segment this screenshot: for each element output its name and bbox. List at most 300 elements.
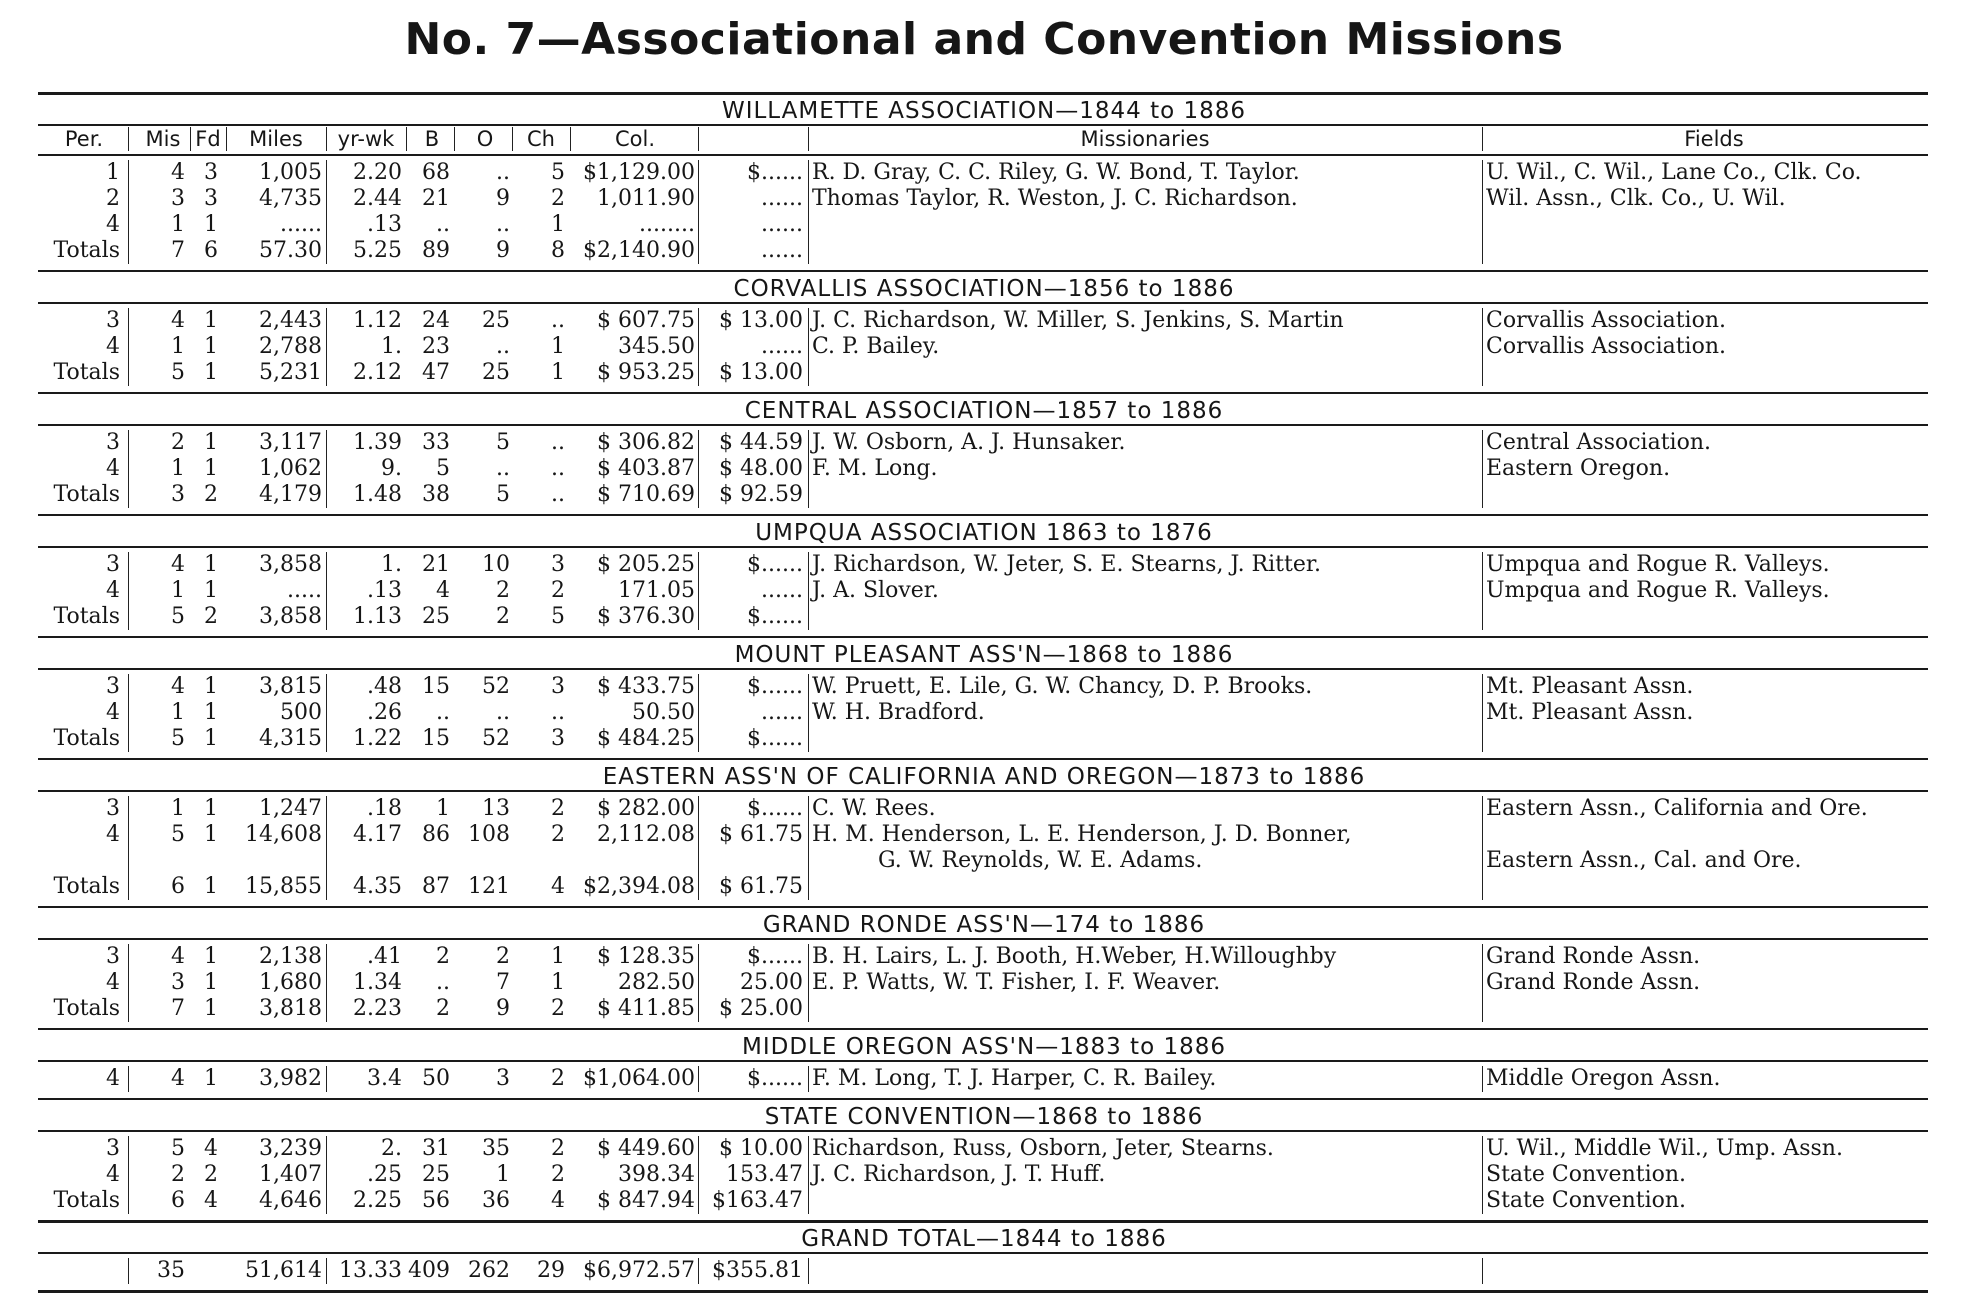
cell-fd: 4 (204, 1188, 218, 1213)
cell-mis: 1 (171, 796, 185, 821)
cell-miles: 3,982 (259, 1066, 322, 1091)
cell-col: $ 433.75 (597, 674, 695, 699)
cell-fields: Grand Ronde Assn. (1486, 944, 1701, 969)
rule-line (38, 790, 1928, 792)
cell-per: Totals (53, 238, 120, 263)
cell-extra: $ 61.75 (719, 822, 803, 847)
column-rule (326, 430, 327, 508)
cell-ch: 4 (551, 874, 565, 899)
rule-line (38, 1028, 1928, 1030)
cell-mis: 3 (171, 186, 185, 211)
cell-yrwk: 4.17 (353, 822, 402, 847)
totals-row (0, 1188, 1968, 1214)
cell-fd: 2 (204, 604, 218, 629)
column-rule (808, 674, 809, 752)
cell-yrwk: .48 (367, 674, 402, 699)
cell-col: $ 847.94 (597, 1188, 695, 1213)
cell-per: 4 (106, 334, 120, 359)
cell-miles: 15,855 (245, 874, 322, 899)
section-title: MOUNT PLEASANT ASS'N—1868 to 1886 (734, 642, 1234, 668)
column-rule (808, 127, 809, 151)
cell-ch: .. (551, 430, 565, 455)
cell-o: 262 (468, 1258, 510, 1283)
cell-miles: 1,680 (259, 970, 322, 995)
cell-per: Totals (53, 874, 120, 899)
cell-per: 3 (106, 308, 120, 333)
cell-o: 52 (482, 726, 510, 751)
cell-fd: 3 (204, 186, 218, 211)
column-rule (808, 944, 809, 1022)
cell-per: 4 (106, 1066, 120, 1091)
cell-extra: $355.81 (712, 1258, 803, 1283)
cell-extra: $ 10.00 (719, 1136, 803, 1161)
cell-ch: 3 (551, 552, 565, 577)
rule-line (38, 1252, 1928, 1254)
cell-ch: 2 (551, 1162, 565, 1187)
cell-ch: 2 (551, 1136, 565, 1161)
cell-miles: 500 (280, 700, 322, 725)
cell-o: 25 (482, 360, 510, 385)
rule-line (38, 546, 1928, 548)
column-rule (326, 552, 327, 630)
table-row (0, 1162, 1968, 1188)
cell-ch: 2 (551, 796, 565, 821)
section-title: GRAND TOTAL—1844 to 1886 (801, 1226, 1167, 1252)
column-rule (128, 1258, 129, 1284)
cell-fd: 2 (204, 1162, 218, 1187)
table-row (0, 186, 1968, 212)
cell-ch: 4 (551, 1188, 565, 1213)
cell-yrwk: 1. (381, 552, 402, 577)
cell-yrwk: .25 (367, 1162, 402, 1187)
cell-ch: .. (551, 308, 565, 333)
column-rule (326, 160, 327, 264)
column-rule (326, 308, 327, 386)
section-title: WILLAMETTE ASSOCIATION—1844 to 1886 (721, 98, 1247, 124)
table-row (0, 430, 1968, 456)
column-rule (128, 1066, 129, 1092)
column-header-o: O (476, 127, 494, 151)
column-header-per: Per. (64, 127, 104, 151)
column-rule (1482, 1136, 1483, 1214)
cell-yrwk: 2.23 (353, 996, 402, 1021)
cell-mis: 7 (171, 996, 185, 1021)
cell-o: 2 (496, 578, 510, 603)
cell-extra: 153.47 (726, 1162, 803, 1187)
column-header-yrwk: yr-wk (337, 127, 395, 151)
cell-b: 87 (422, 874, 450, 899)
section-title: UMPQUA ASSOCIATION 1863 to 1876 (755, 520, 1213, 546)
cell-o: 9 (496, 996, 510, 1021)
cell-o: .. (496, 334, 510, 359)
column-rule (808, 796, 809, 900)
cell-yrwk: 1.22 (353, 726, 402, 751)
cell-mis: 5 (171, 726, 185, 751)
cell-fields: Middle Oregon Assn. (1486, 1066, 1721, 1091)
cell-extra: $...... (747, 160, 803, 185)
cell-col: 50.50 (632, 700, 695, 725)
cell-missionaries: C. P. Bailey. (812, 334, 940, 359)
cell-yrwk: 9. (381, 456, 402, 481)
totals-row (0, 604, 1968, 630)
cell-missionaries: R. D. Gray, C. C. Riley, G. W. Bond, T. Taylor. (812, 160, 1300, 185)
cell-miles: 4,315 (259, 726, 322, 751)
column-rule (128, 944, 129, 1022)
cell-yrwk: 1. (381, 334, 402, 359)
cell-yrwk: 1.13 (353, 604, 402, 629)
cell-per: Totals (53, 604, 120, 629)
cell-extra: 25.00 (740, 970, 803, 995)
column-rule (1482, 160, 1483, 264)
rule-line (38, 302, 1928, 304)
cell-b: 21 (422, 186, 450, 211)
cell-extra: ...... (761, 186, 803, 211)
cell-ch: .. (551, 456, 565, 481)
cell-mis: 5 (171, 604, 185, 629)
cell-col: $2,394.08 (583, 874, 695, 899)
cell-col: $ 710.69 (597, 482, 695, 507)
cell-fields: State Convention. (1486, 1162, 1687, 1187)
cell-miles: 1,247 (259, 796, 322, 821)
cell-miles: 1,062 (259, 456, 322, 481)
cell-extra: $...... (747, 944, 803, 969)
cell-o: 3 (496, 1066, 510, 1091)
cell-per: 3 (106, 1136, 120, 1161)
rule-line (38, 424, 1928, 426)
cell-fd: 6 (204, 238, 218, 263)
cell-yrwk: .18 (367, 796, 402, 821)
cell-fields: Central Association. (1486, 430, 1711, 455)
cell-yrwk: .13 (367, 578, 402, 603)
cell-b: 4 (436, 578, 450, 603)
column-rule (128, 308, 129, 386)
cell-o: 36 (482, 1188, 510, 1213)
cell-yrwk: 2.20 (353, 160, 402, 185)
cell-per: 3 (106, 552, 120, 577)
cell-miles: 3,818 (259, 996, 322, 1021)
cell-col: $ 306.82 (597, 430, 695, 455)
column-rule (808, 552, 809, 630)
cell-missionaries: B. H. Lairs, L. J. Booth, H.Weber, H.Willoughby (812, 944, 1337, 969)
cell-miles: 4,735 (259, 186, 322, 211)
cell-extra: $...... (747, 726, 803, 751)
cell-extra: $...... (747, 604, 803, 629)
cell-fd: 1 (204, 796, 218, 821)
cell-o: 25 (482, 308, 510, 333)
cell-o: 7 (496, 970, 510, 995)
cell-b: 15 (422, 674, 450, 699)
column-rule (1482, 1258, 1483, 1284)
cell-ch: 8 (551, 238, 565, 263)
cell-miles: 2,138 (259, 944, 322, 969)
table-row (0, 822, 1968, 848)
column-header-fd: Fd (195, 127, 221, 151)
table-row (0, 308, 1968, 334)
cell-o: 2 (496, 604, 510, 629)
cell-yrwk: 2.12 (353, 360, 402, 385)
cell-b: 89 (422, 238, 450, 263)
column-rule (808, 430, 809, 508)
cell-fd: 1 (204, 552, 218, 577)
cell-missionaries: F. M. Long. (812, 456, 938, 481)
table-row (0, 160, 1968, 186)
cell-per: Totals (53, 996, 120, 1021)
column-rule (128, 552, 129, 630)
cell-mis: 4 (171, 674, 185, 699)
cell-col: 282.50 (618, 970, 695, 995)
cell-o: 5 (496, 482, 510, 507)
column-rule (326, 127, 327, 151)
cell-col: 1,011.90 (597, 186, 695, 211)
cell-miles: 4,646 (259, 1188, 322, 1213)
cell-fields: U. Wil., Middle Wil., Ump. Assn. (1486, 1136, 1843, 1161)
column-rule (698, 308, 699, 386)
cell-missionaries: H. M. Henderson, L. E. Henderson, J. D. Bonner, (812, 822, 1352, 847)
cell-fd: 1 (204, 944, 218, 969)
cell-per: Totals (53, 482, 120, 507)
cell-missionaries: C. W. Rees. (812, 796, 936, 821)
cell-fd: 4 (204, 1136, 218, 1161)
cell-b: 50 (422, 1066, 450, 1091)
cell-yrwk: 3.4 (367, 1066, 402, 1091)
column-rule (698, 796, 699, 900)
cell-b: 15 (422, 726, 450, 751)
cell-yrwk: .26 (367, 700, 402, 725)
cell-fields: Eastern Assn., Cal. and Ore. (1486, 848, 1802, 873)
cell-miles: 2,788 (259, 334, 322, 359)
cell-ch: 5 (551, 604, 565, 629)
cell-o: 1 (496, 1162, 510, 1187)
cell-yrwk: 2. (381, 1136, 402, 1161)
totals-row (0, 360, 1968, 386)
cell-extra: ...... (761, 238, 803, 263)
column-rule (128, 160, 129, 264)
cell-mis: 1 (171, 212, 185, 237)
section-title: CORVALLIS ASSOCIATION—1856 to 1886 (733, 276, 1235, 302)
cell-ch: .. (551, 700, 565, 725)
cell-miles: 3,239 (259, 1136, 322, 1161)
cell-ch: 3 (551, 726, 565, 751)
column-rule (698, 127, 699, 151)
column-header-col: Col. (614, 127, 656, 151)
cell-b: 2 (436, 996, 450, 1021)
cell-miles: 51,614 (245, 1258, 322, 1283)
cell-b: 2 (436, 944, 450, 969)
cell-b: 25 (422, 604, 450, 629)
cell-fields: Umpqua and Rogue R. Valleys. (1486, 578, 1830, 603)
cell-ch: .. (551, 482, 565, 507)
cell-mis: 3 (171, 482, 185, 507)
cell-ch: 1 (551, 212, 565, 237)
cell-o: 108 (468, 822, 510, 847)
column-rule (698, 1066, 699, 1092)
cell-o: 10 (482, 552, 510, 577)
cell-missionaries: F. M. Long, T. J. Harper, C. R. Bailey. (812, 1066, 1217, 1091)
column-rule (128, 430, 129, 508)
cell-fields: Umpqua and Rogue R. Valleys. (1486, 552, 1830, 577)
totals-row (0, 238, 1968, 264)
rule-line (38, 1098, 1928, 1100)
totals-row (0, 726, 1968, 752)
table-row (0, 552, 1968, 578)
cell-fd: 1 (204, 726, 218, 751)
cell-fd: 1 (204, 456, 218, 481)
cell-extra: $ 25.00 (719, 996, 803, 1021)
column-rule (326, 1136, 327, 1214)
table-row (0, 970, 1968, 996)
cell-fd: 1 (204, 674, 218, 699)
cell-yrwk: 1.48 (353, 482, 402, 507)
cell-extra: $ 44.59 (719, 430, 803, 455)
cell-per: 4 (106, 700, 120, 725)
cell-miles: 14,608 (245, 822, 322, 847)
cell-fd: 1 (204, 970, 218, 995)
cell-o: .. (496, 700, 510, 725)
column-rule (698, 1136, 699, 1214)
cell-missionaries: W. H. Bradford. (812, 700, 985, 725)
table-row (0, 700, 1968, 726)
cell-per: 2 (106, 186, 120, 211)
cell-fields: U. Wil., C. Wil., Lane Co., Clk. Co. (1486, 160, 1862, 185)
cell-col: 171.05 (618, 578, 695, 603)
section-title: STATE CONVENTION—1868 to 1886 (764, 1104, 1204, 1130)
cell-per: 3 (106, 944, 120, 969)
cell-miles: 1,407 (259, 1162, 322, 1187)
table-row (0, 334, 1968, 360)
cell-per: 4 (106, 456, 120, 481)
column-rule (1482, 308, 1483, 386)
column-rule (698, 552, 699, 630)
cell-o: 5 (496, 430, 510, 455)
cell-per: 4 (106, 578, 120, 603)
cell-mis: 3 (171, 970, 185, 995)
cell-extra: $...... (747, 1066, 803, 1091)
cell-col: $ 282.00 (597, 796, 695, 821)
column-rule (326, 674, 327, 752)
cell-miles: 3,858 (259, 552, 322, 577)
cell-o: .. (496, 160, 510, 185)
cell-o: .. (496, 456, 510, 481)
cell-extra: $...... (747, 796, 803, 821)
cell-b: 24 (422, 308, 450, 333)
cell-extra: $163.47 (712, 1188, 803, 1213)
cell-ch: 2 (551, 578, 565, 603)
table-row (0, 796, 1968, 822)
cell-fd: 1 (204, 1066, 218, 1091)
cell-extra: ...... (761, 212, 803, 237)
cell-mis: 1 (171, 700, 185, 725)
cell-miles: 3,117 (259, 430, 322, 455)
cell-extra: $ 92.59 (719, 482, 803, 507)
column-rule (1482, 674, 1483, 752)
column-rule (808, 308, 809, 386)
rule-line (38, 154, 1928, 156)
column-rule (808, 1066, 809, 1092)
column-rule (1482, 1066, 1483, 1092)
cell-per: 4 (106, 970, 120, 995)
column-rule (1482, 944, 1483, 1022)
table-row (0, 456, 1968, 482)
column-rule (326, 1258, 327, 1284)
cell-fields: Corvallis Association. (1486, 308, 1727, 333)
cell-mis: 5 (171, 1136, 185, 1161)
section-title: GRAND RONDE ASS'N—174 to 1886 (762, 912, 1206, 938)
cell-extra: $ 48.00 (719, 456, 803, 481)
cell-fields: Eastern Oregon. (1486, 456, 1671, 481)
cell-b: 409 (408, 1258, 450, 1283)
table-row (0, 848, 1968, 874)
cell-col: $ 953.25 (597, 360, 695, 385)
cell-per: Totals (53, 726, 120, 751)
rule-line (38, 514, 1928, 516)
cell-extra: ...... (761, 334, 803, 359)
totals-row (0, 996, 1968, 1022)
cell-mis: 4 (171, 160, 185, 185)
cell-mis: 6 (171, 1188, 185, 1213)
cell-extra: $...... (747, 552, 803, 577)
column-rule (698, 160, 699, 264)
cell-ch: 2 (551, 996, 565, 1021)
cell-mis: 7 (171, 238, 185, 263)
column-rule (128, 796, 129, 900)
cell-ch: 3 (551, 674, 565, 699)
column-rule (128, 127, 129, 151)
cell-fd: 1 (204, 874, 218, 899)
rule-line (38, 938, 1928, 940)
column-rule (406, 127, 407, 151)
cell-missionaries: Thomas Taylor, R. Weston, J. C. Richardson. (812, 186, 1298, 211)
cell-fields: Wil. Assn., Clk. Co., U. Wil. (1486, 186, 1786, 211)
column-header-ch: Ch (527, 127, 555, 151)
cell-mis: 1 (171, 456, 185, 481)
cell-b: 1 (436, 796, 450, 821)
cell-col: $6,972.57 (583, 1258, 695, 1283)
rule-line (38, 92, 1928, 95)
cell-b: .. (436, 212, 450, 237)
cell-ch: 1 (551, 334, 565, 359)
rule-line (38, 668, 1928, 670)
cell-b: 33 (422, 430, 450, 455)
cell-fd: 1 (204, 308, 218, 333)
cell-miles: 3,815 (259, 674, 322, 699)
cell-o: 52 (482, 674, 510, 699)
cell-per: 3 (106, 796, 120, 821)
cell-b: 86 (422, 822, 450, 847)
cell-missionaries: J. A. Slover. (812, 578, 939, 603)
page-title: No. 7—Associational and Convention Missions (404, 14, 1564, 65)
cell-per: 3 (106, 674, 120, 699)
cell-yrwk: 1.34 (353, 970, 402, 995)
column-header-fields: Fields (1684, 127, 1744, 151)
table-row (0, 1066, 1968, 1092)
column-header-missionaries: Missionaries (1080, 127, 1210, 151)
cell-o: 121 (468, 874, 510, 899)
column-rule (808, 1258, 809, 1284)
cell-ch: 29 (537, 1258, 565, 1283)
cell-yrwk: 2.25 (353, 1188, 402, 1213)
cell-miles: 4,179 (259, 482, 322, 507)
cell-extra: ...... (761, 700, 803, 725)
column-rule (698, 944, 699, 1022)
cell-b: 21 (422, 552, 450, 577)
cell-miles: 1,005 (259, 160, 322, 185)
cell-mis: 2 (171, 1162, 185, 1187)
cell-missionaries: J. C. Richardson, W. Miller, S. Jenkins, S. Martin (812, 308, 1344, 333)
column-header-row (0, 126, 1968, 152)
cell-per: 4 (106, 1162, 120, 1187)
table-row (0, 674, 1968, 700)
cell-per: 1 (106, 160, 120, 185)
